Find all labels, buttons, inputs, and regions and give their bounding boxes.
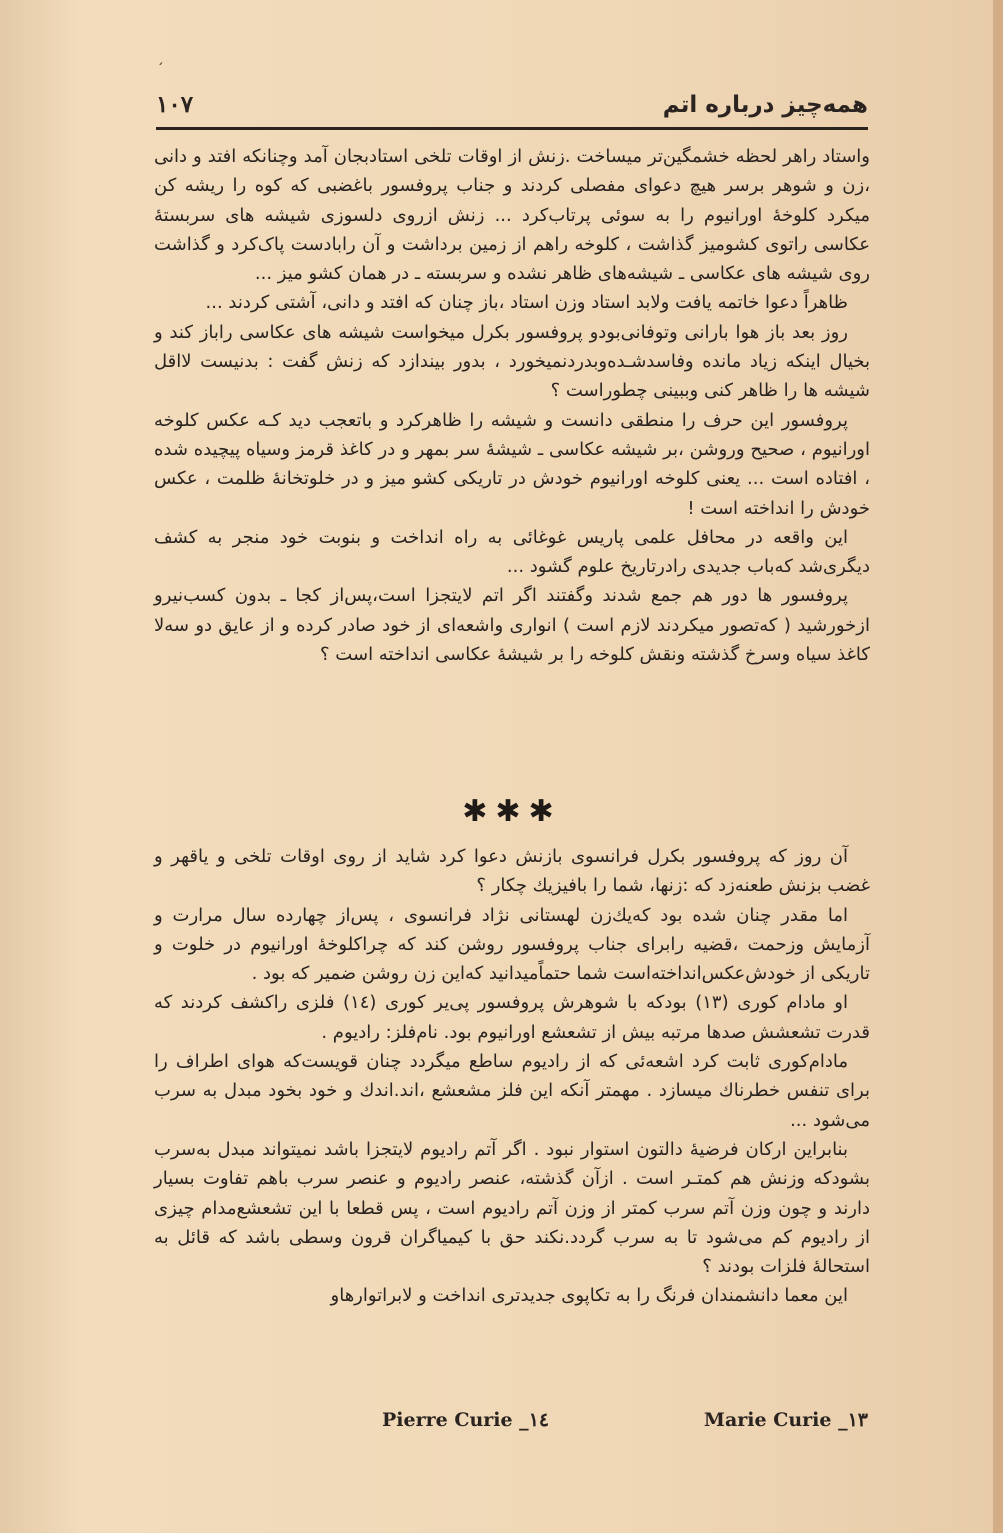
paragraph: پروفسور ها دور هم جمع شدند وگفتند اگر اتم لایتجزا است،پس‌از کجا ـ بدون کسب‌نیرو ازخورشید ( که‌تصور میکردند لازم است ) انواری واشعه‌ای از خود صادر کرده و از عایق دو سه‌لا کاغذ سیاه وسرخ گذشته ونقش کلوخه را بر شیشهٔ عکاسی انداخته است ؟: [154, 585, 870, 666]
paragraph: اما مقدر چنان شده بود که‌یك‌زن لهستانی نژاد فرانسوی ، پس‌از چهارده سال مرارت و آزمایش وزحمت ،قضیه رابرای جناب پروفسور روشن کند که چراکلوخهٔ اورانیوم در خلوت و تاریکی از خودش‌عکس‌انداخته‌است شما حتماً‌میدانید که‌این زن روشن ضمیر که بود .: [154, 904, 870, 985]
page-edge-shadow: [993, 0, 1003, 1533]
body-text-top: [154, 142, 870, 669]
paragraph: بنابراین ارکان فرضیهٔ دالتون استوار نبود . اگر آتم رادیوم لایتجزا باشد نمیتواند مبدل به‌سرب بشودکه وزنش هم کمتـر است . ازآن گذشته، عنصر رادیوم و عنصر سرب باهم تفاوت بسیار دارند و چون وزن آتم سرب کمتر از وزن آتم رادیوم است ، پس قطعا با این تشعشع‌مدام چیزی از رادیوم کم می‌شود تا به سرب گردد.نکند حق با کیمیاگران قرون وسطی باشد که قائل به استحالهٔ فلزات بودند ؟: [154, 1138, 870, 1278]
paragraph: روز بعد باز هوا بارانی وتوفانی‌بودو پروفسور بکرل میخواست شیشه های عکاسی راباز کند و بخیال اینکه زیاد مانده وفاسدشـده‌وبدردنمیخورد ، بدور بیندازد که زنش گفت : بدنیست لااقل شیشه ها را ظاهر کنی وببینی چطوراست ؟: [154, 321, 870, 402]
footnote-marie-curie: Marie Curie _١٣: [703, 1409, 868, 1431]
section-separator: ✱✱✱: [462, 794, 562, 829]
margin-mark: ׳: [158, 58, 164, 74]
footnotes: [156, 1405, 868, 1435]
page-number: ١٠٧: [156, 91, 194, 118]
paragraph: این واقعه در محافل علمی پاریس غوغائی به راه انداخت و بنوبت خود منجر به کشف دیگری‌شد که‌باب جدیدی رادرتاریخ علوم گشود ...: [154, 526, 870, 578]
paragraph: این معما دانشمندان فرنگ را به تکاپوی جدیدتری انداخت و لابراتوارها‌و: [330, 1285, 848, 1307]
paragraph: واستاد راهر لحظه خشمگین‌تر میساخت .زنش از اوقات تلخی استادبجان آمد وچنانکه افتد و دانی ،زن و شوهر برسر هیچ دعوای مفصلی کردند و جناب پروفسور باغضبی که کوه را ریشه کن میکرد کلوخهٔ اورانیوم را به سوئی پرتاب‌کرد ... زنش ازروی دلسوزی شیشه های سربستهٔ عکاسی راتوی کشومیز گذاشت ، کلوخه راهم از زمین برداشت و آن رابادست پاک‌کرد و گذاشت روی شیشه های عکاسی ـ شیشه‌های ظاهر نشده و سربسته ـ در همان کشو میز ...: [154, 146, 870, 285]
paragraph: او مادام کوری (١٣) بودکه با شوهرش پروفسور پی‌یر کوری (١٤) فلزی راکشف کردند که قدرت تشعشش صدها مرتبه بیش از تشعشع اورانیوم بود. نام‌فلز: رادیوم .: [154, 992, 870, 1043]
header-rule: [156, 127, 868, 130]
paragraph: مادام‌کوری ثابت کرد اشعه‌ئی که از رادیوم ساطع میگردد چنان قویست‌که هوای اطراف را برای تنفس خطرناك میسازد . مهمتر آنکه این فلز مشعشع ،اند.اندك و خود بخود مبدل به سرب می‌شود ...: [154, 1051, 870, 1131]
paragraph: پروفسور این حرف را منطقی دانست و شیشه را ظاهرکرد و باتعجب دید کـه عکس کلوخه اورانیوم ، صحیح وروشن ،بر شیشه عکاسی ـ شیشهٔ سر بمهر و در کاغذ قرمز وسیاه پیچیده شده ، افتاده است ... یعنی کلوخه اورانیوم خودش در تاریکی کشو میز و در خلوتخانهٔ ظلمت ، عکس خودش را انداخته است !: [154, 409, 870, 519]
running-header: [156, 88, 868, 124]
header-title: همه‌چیز درباره اتم: [662, 92, 868, 118]
paragraph: آن روز که پروفسور بکرل فرانسوی بازنش دعوا کرد شاید از روی اوقات تلخی و یاقهر و غضب بزنش طعنه‌زد که :زنها، شما را بافیزیك چکار ؟: [154, 846, 870, 897]
paragraph: ظاهراً دعوا خاتمه یافت ولابد استاد وزن استاد ،باز چنان که افتد و دانی، آشتی کردند ...: [205, 292, 848, 314]
body-text-bottom: [154, 842, 870, 1311]
footnote-pierre-curie: Pierre Curie _١٤: [382, 1409, 550, 1431]
